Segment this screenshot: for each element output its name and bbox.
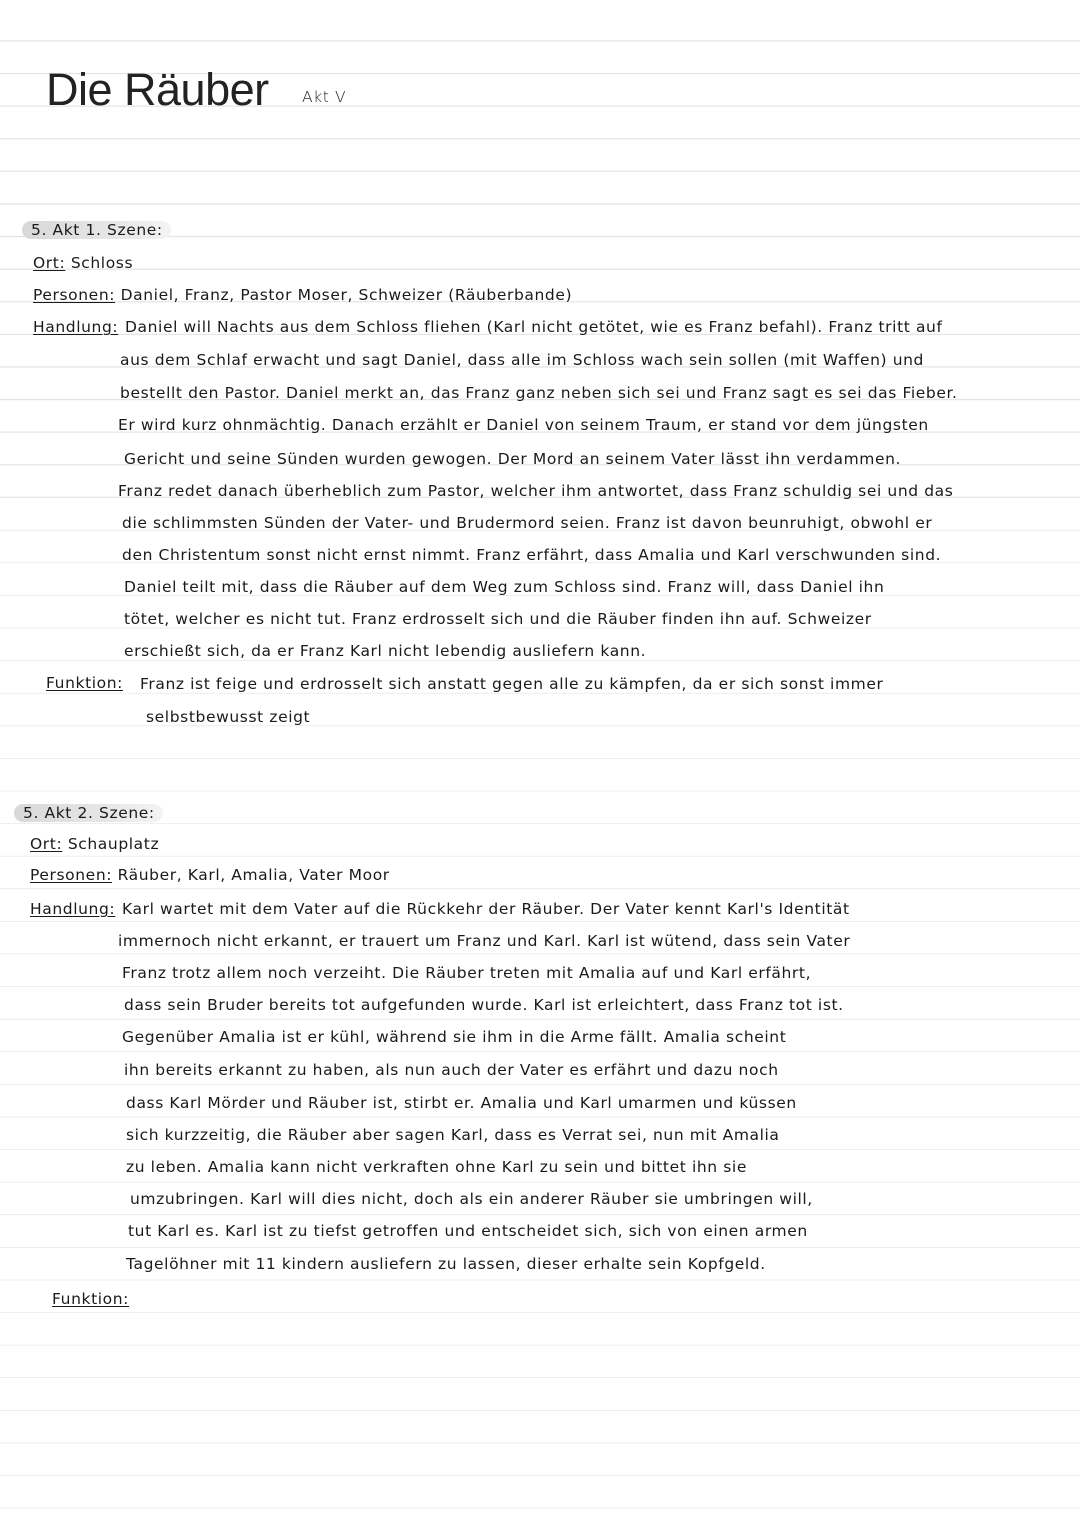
ort-label: Ort: (33, 254, 66, 272)
scene-heading: 5. Akt 2. Szene: (14, 804, 163, 822)
funktion-line: Franz ist feige und erdrosselt sich anstatt gegen alle zu kämpfen, da er sich sonst immer (140, 675, 884, 693)
funktion-label-row (52, 1290, 129, 1308)
ort-row (30, 835, 159, 853)
handlung-line: ihn bereits erkannt zu haben, als nun auch der Vater es erfährt und dazu noch (124, 1061, 779, 1079)
handlung-line: Gericht und seine Sünden wurden gewogen. Der Mord an seinem Vater lässt ihn verdammen. (124, 450, 902, 468)
personen-label: Personen: (33, 286, 116, 304)
funktion-label-row (46, 674, 123, 692)
scene-heading: 5. Akt 1. Szene: (22, 221, 171, 239)
funktion-label: Funktion: (46, 674, 124, 692)
handlung-line: Franz redet danach überheblich zum Pastor, welcher ihm antwortet, dass Franz schuldig sei und das (118, 482, 954, 500)
ort-value: Schloss (70, 254, 134, 272)
handlung-line: immernoch nicht erkannt, er trauert um Franz und Karl. Karl ist wütend, dass sein Vater (118, 932, 851, 950)
handlung-line: den Christentum sonst nicht ernst nimmt. Franz erfährt, dass Amalia und Karl verschwunden sind. (122, 546, 942, 564)
handlung-line: Er wird kurz ohnmächtig. Danach erzählt er Daniel von seinem Traum, er stand vor dem jüngsten (118, 416, 929, 434)
handlung-line: Daniel teilt mit, dass die Räuber auf dem Weg zum Schloss sind. Franz will, dass Daniel ihn (124, 578, 885, 596)
personen-row (33, 286, 572, 304)
page-title: Die Räuber (46, 64, 269, 115)
ort-value: Schauplatz (67, 835, 160, 853)
handlung-line: aus dem Schlaf erwacht und sagt Daniel, dass alle im Schloss wach sein sollen (mit Waffen) und (120, 351, 924, 369)
page-subtitle: Akt V (302, 88, 347, 106)
handlung-label: Handlung: (33, 318, 119, 336)
handlung-line: bestellt den Pastor. Daniel merkt an, das Franz ganz neben sich sei und Franz sagt es sei das Fieber. (120, 384, 958, 402)
handlung-line: Tagelöhner mit 11 kindern ausliefern zu lassen, dieser erhalte sein Kopfgeld. (126, 1255, 766, 1273)
handlung-line: erschießt sich, da er Franz Karl nicht lebendig ausliefern kann. (124, 642, 647, 660)
handlung-line: Gegenüber Amalia ist er kühl, während sie ihm in die Arme fällt. Amalia scheint (122, 1028, 787, 1046)
handlung-line: Karl wartet mit dem Vater auf die Rückkehr der Räuber. Der Vater kennt Karl's Identität (122, 900, 850, 918)
personen-label: Personen: (30, 866, 113, 884)
handlung-line: umzubringen. Karl will dies nicht, doch als ein anderer Räuber sie umbringen will, (130, 1190, 813, 1208)
funktion-label: Funktion: (52, 1290, 130, 1308)
handlung-label: Handlung: (30, 900, 116, 918)
handlung-label-row (33, 318, 118, 336)
ort-row (33, 254, 133, 272)
personen-value: Räuber, Karl, Amalia, Vater Moor (117, 866, 390, 884)
handlung-line: dass Karl Mörder und Räuber ist, stirbt er. Amalia und Karl umarmen und küssen (126, 1094, 797, 1112)
handlung-line: tut Karl es. Karl ist zu tiefst getroffen und entscheidet sich, sich von einen armen (128, 1222, 808, 1240)
handlung-line: sich kurzzeitig, die Räuber aber sagen Karl, dass es Verrat sei, nun mit Amalia (126, 1126, 780, 1144)
handlung-line: Franz trotz allem noch verzeiht. Die Räuber treten mit Amalia auf und Karl erfährt, (122, 964, 812, 982)
handlung-line: tötet, welcher es nicht tut. Franz erdrosselt sich und die Räuber finden ihn auf. Schweizer (124, 610, 872, 628)
personen-value: Daniel, Franz, Pastor Moser, Schweizer (Räuberbande) (120, 286, 573, 304)
personen-row (30, 866, 390, 884)
ort-label: Ort: (30, 835, 63, 853)
handlung-label-row (30, 900, 115, 918)
handlung-line: zu leben. Amalia kann nicht verkraften ohne Karl zu sein und bittet ihn sie (126, 1158, 747, 1176)
funktion-line: selbstbewusst zeigt (146, 708, 311, 726)
handlung-line: die schlimmsten Sünden der Vater- und Brudermord seien. Franz ist davon beunruhigt, obwohl er (122, 514, 933, 532)
handlung-line: Daniel will Nachts aus dem Schloss fliehen (Karl nicht getötet, wie es Franz befahl). Franz tritt auf (125, 318, 943, 336)
handlung-line: dass sein Bruder bereits tot aufgefunden wurde. Karl ist erleichtert, dass Franz tot ist. (124, 996, 844, 1014)
